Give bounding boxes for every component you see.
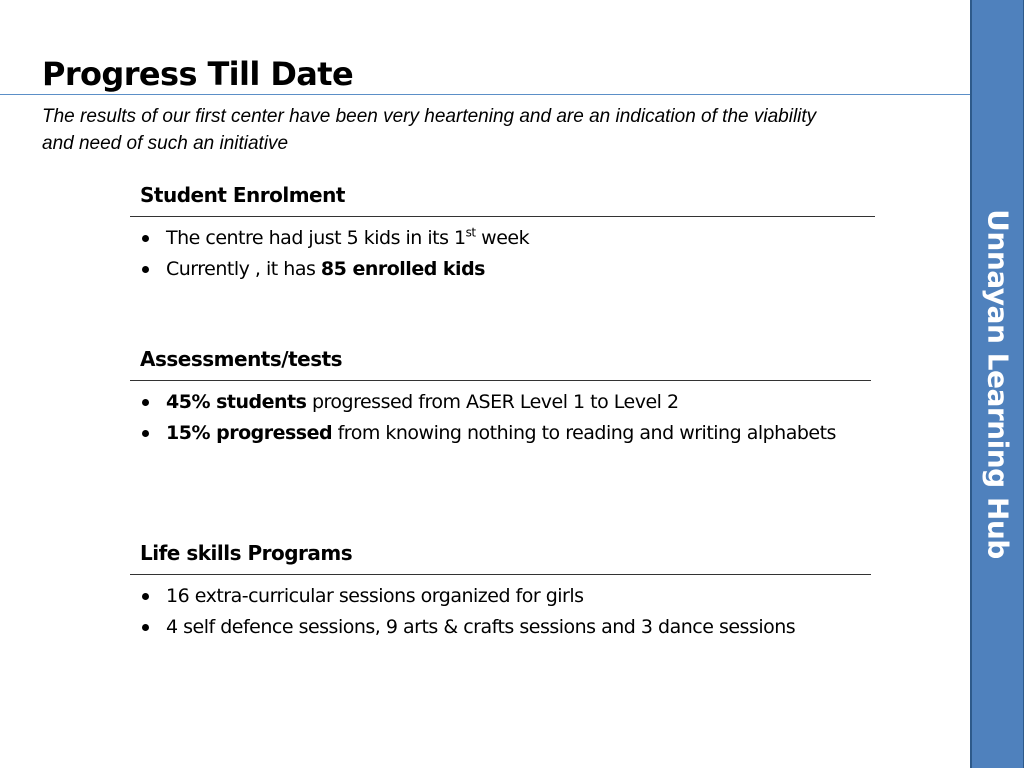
title-divider bbox=[0, 94, 972, 95]
list-item bbox=[130, 387, 871, 418]
item-text: The centre had just 5 kids in its 1 bbox=[166, 227, 466, 249]
item-superscript: st bbox=[465, 225, 476, 240]
section-heading: Life skills Programs bbox=[130, 538, 871, 575]
list-item bbox=[130, 418, 871, 449]
subtitle-line-1: The results of our first center have been very heartening and are an indication of the viability bbox=[42, 106, 817, 127]
bullet-list bbox=[130, 575, 871, 643]
slide-subtitle bbox=[42, 103, 972, 157]
section-life-skills bbox=[130, 538, 871, 643]
list-item bbox=[130, 581, 871, 612]
slide-title: Progress Till Date bbox=[42, 55, 354, 93]
bullet-list bbox=[130, 217, 875, 285]
item-text: from knowing nothing to reading and writing alphabets bbox=[332, 422, 836, 444]
subtitle-line-2: and need of such an initiative bbox=[42, 133, 289, 154]
side-banner-label: Unnayan Learning Hub bbox=[981, 209, 1015, 559]
list-item bbox=[130, 223, 875, 254]
section-heading: Student Enrolment bbox=[130, 180, 875, 217]
item-highlight: 85 enrolled kids bbox=[320, 258, 485, 280]
list-item bbox=[130, 612, 871, 643]
section-student-enrolment bbox=[130, 180, 875, 285]
item-highlight: 15% progressed bbox=[166, 422, 333, 444]
section-heading: Assessments/tests bbox=[130, 344, 871, 381]
section-assessments bbox=[130, 344, 871, 449]
list-item bbox=[130, 254, 875, 285]
item-text: 16 extra-curricular sessions organized for girls bbox=[166, 585, 584, 607]
item-text: Currently , it has bbox=[166, 258, 321, 280]
item-text: 4 self defence sessions, 9 arts & crafts sessions and 3 dance sessions bbox=[166, 616, 796, 638]
item-text-after: week bbox=[475, 227, 530, 249]
item-text: progressed from ASER Level 1 to Level 2 bbox=[306, 391, 679, 413]
item-highlight: 45% students bbox=[166, 391, 307, 413]
bullet-list bbox=[130, 381, 871, 449]
